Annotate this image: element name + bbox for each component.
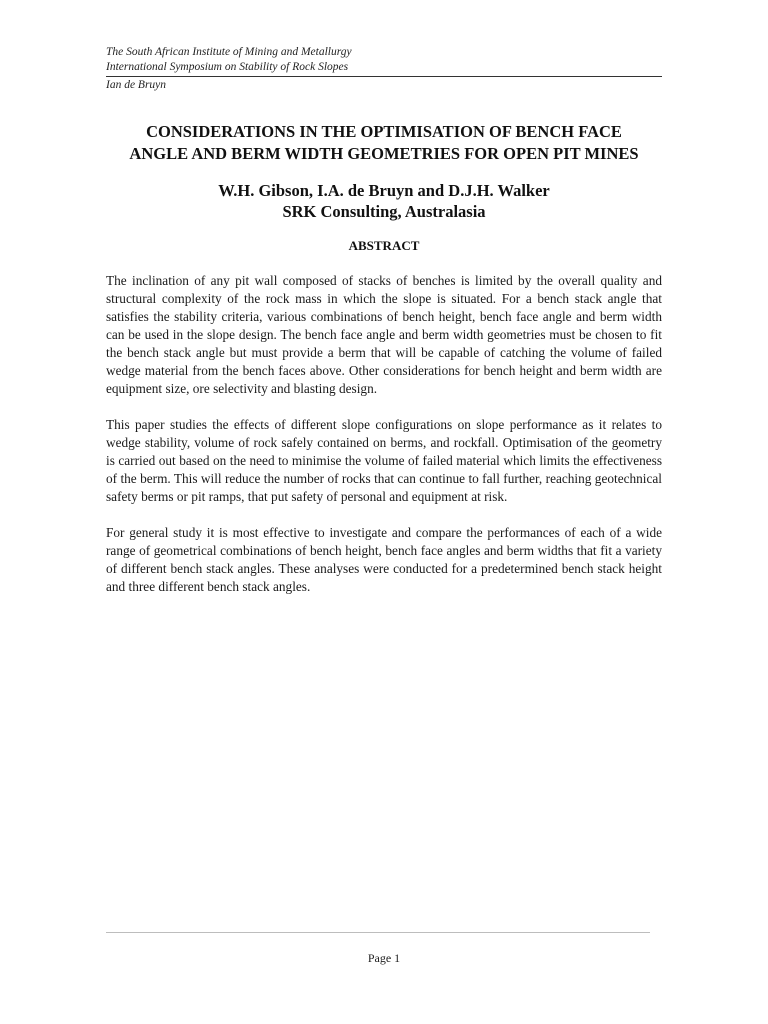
running-header	[106, 45, 662, 75]
header-institute: The South African Institute of Mining and Metallurgy	[106, 46, 352, 58]
paper-title	[106, 121, 662, 165]
abstract-paragraph-2: This paper studies the effects of different slope configurations on slope performance as it relates to wedge stability, volume of rock safely contained on berms, and rockfall. Optimisation of the geometry is carried out based on the need to minimise the volume of failed material which limits the effectiveness of the berm. This will reduce the number of rocks that can continue to fall further, reaching geotechnical safety berms or pit ramps, that put safety of personal and equipment at risk.	[106, 417, 662, 504]
abstract-paragraph-1: The inclination of any pit wall composed of stacks of benches is limited by the overall quality and structural complexity of the rock mass in which the slope is situated. For a bench stack angle that satisfies the stability criteria, various combinations of bench height, bench face angle and berm width can be used in the slope design. The bench face angle and berm width geometries must be chosen to fit the bench stack angle but must provide a berm that will be capable of catching the volume of failed wedge material from the bench faces above. Other considerations for bench height and berm width are equipment size, ore selectivity and blasting design.	[106, 273, 662, 396]
author-block	[106, 180, 662, 222]
header-rule	[106, 76, 662, 77]
author-affiliation: SRK Consulting, Australasia	[282, 202, 486, 221]
page-number: Page 1	[367, 951, 401, 965]
abstract-paragraph-3: For general study it is most effective to investigate and compare the performances of each of a wide range of geometrical combinations of bench height, bench face angles and berm widths that fit a variety of different bench stack angles. These analyses were conducted for a predetermined bench stack height and three different bench stack angles.	[106, 525, 662, 594]
author-names: W.H. Gibson, I.A. de Bruyn and D.J.H. Walker	[218, 181, 550, 200]
footer-rule	[106, 932, 650, 933]
header-author: Ian de Bruyn	[106, 79, 167, 91]
abstract-body	[106, 272, 662, 614]
abstract-heading: ABSTRACT	[348, 238, 420, 253]
header-symposium: International Symposium on Stability of Rock Slopes	[106, 61, 349, 73]
title-line-1: CONSIDERATIONS IN THE OPTIMISATION OF BENCH FACE	[146, 122, 622, 141]
title-line-2: ANGLE AND BERM WIDTH GEOMETRIES FOR OPEN PIT MINES	[129, 144, 639, 163]
